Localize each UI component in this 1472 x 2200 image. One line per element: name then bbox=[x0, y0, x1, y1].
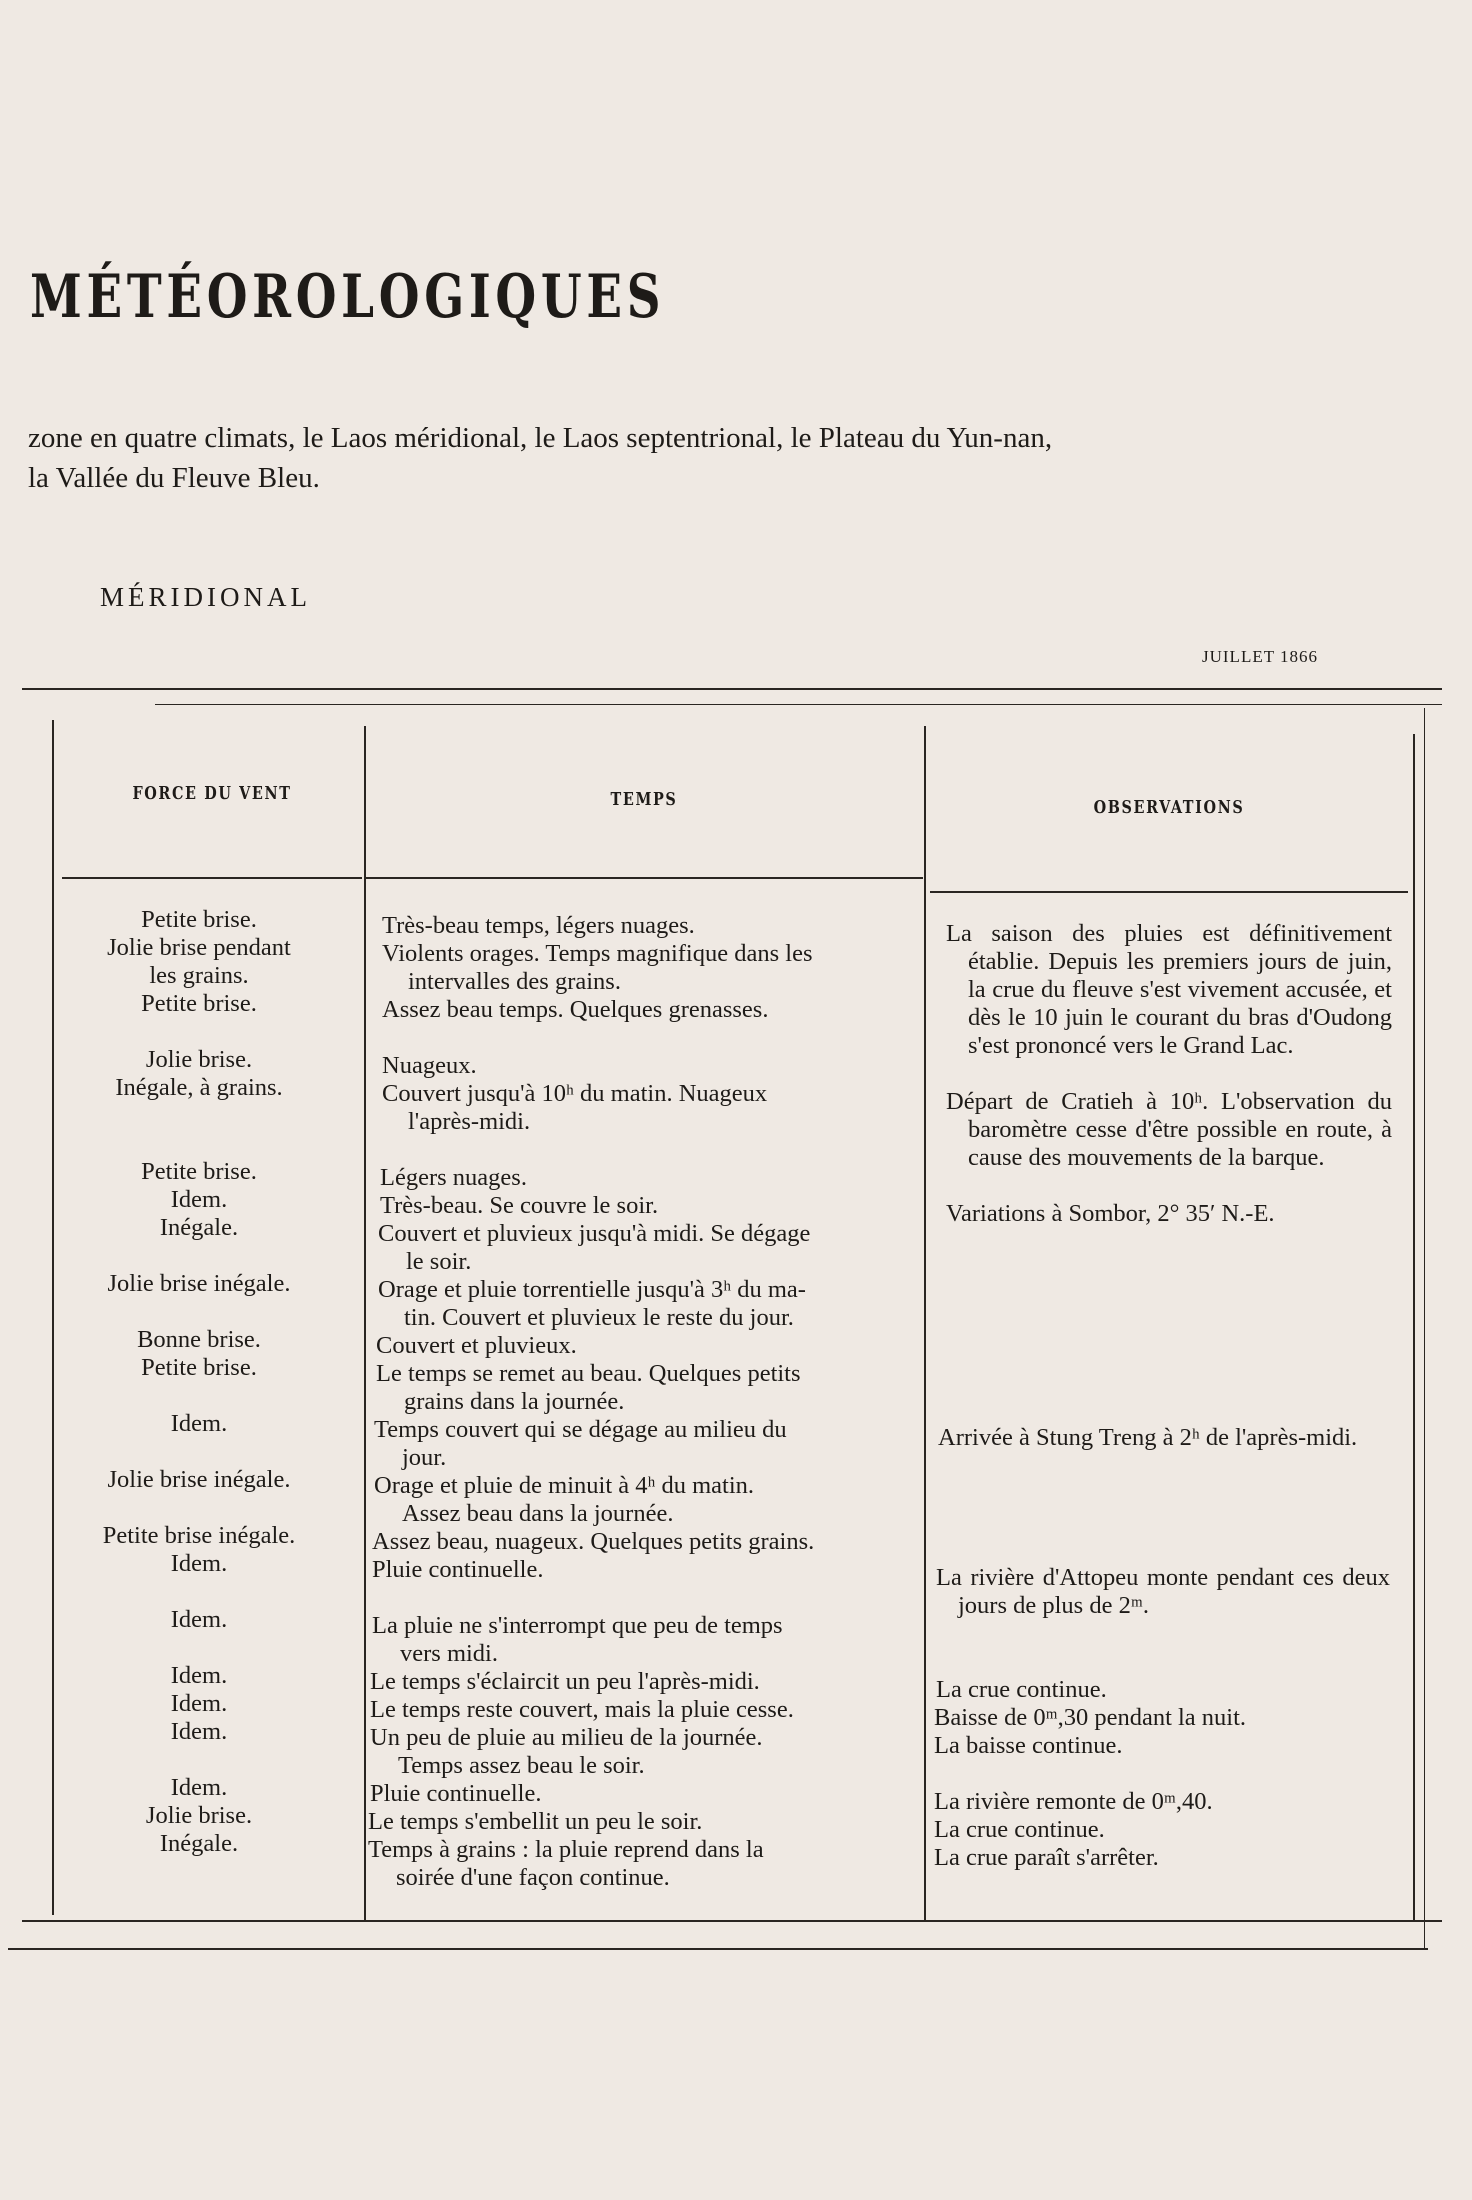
wind-cell: Petite brise. bbox=[141, 1158, 257, 1185]
wind-cell: Petite brise. bbox=[141, 906, 257, 933]
wind-cell: Idem. bbox=[170, 1662, 228, 1689]
weather-cell: Temps à grains : la pluie reprend dans la bbox=[368, 1836, 764, 1863]
page-title: MÉTÉOROLOGIQUES bbox=[30, 262, 666, 332]
wind-cell: Bonne brise. bbox=[137, 1326, 261, 1353]
weather-cell: Un peu de pluie au milieu de la journée. bbox=[370, 1724, 763, 1751]
intro-line-1: zone en quatre climats, le Laos méridional, le Laos septentrional, le Plateau du Yun-nan, bbox=[28, 422, 1053, 454]
observation-cell: La rivière remonte de 0ᵐ,40. bbox=[934, 1788, 1213, 1815]
wind-cell: Inégale. bbox=[159, 1830, 239, 1857]
weather-cell: Violents orages. Temps magnifique dans les bbox=[382, 940, 813, 967]
wind-cell: Jolie brise. bbox=[145, 1802, 253, 1829]
observation-cell: La baisse continue. bbox=[934, 1732, 1123, 1759]
weather-cell: Le temps s'embellit un peu le soir. bbox=[368, 1808, 703, 1835]
wind-cell: Jolie brise inégale. bbox=[107, 1466, 291, 1493]
weather-cell: Couvert et pluvieux jusqu'à midi. Se dégage bbox=[378, 1220, 811, 1247]
observation-cell: La rivière d'Attopeu monte pendant ces deux jours de plus de 2ᵐ. bbox=[936, 1564, 1390, 1619]
header-observations: OBSERVATIONS bbox=[1093, 797, 1245, 818]
wind-cell: Idem. bbox=[170, 1718, 228, 1745]
weather-cell: Assez beau temps. Quelques grenasses. bbox=[382, 996, 769, 1023]
column-divider-2 bbox=[924, 726, 926, 1920]
table-top-rule bbox=[22, 688, 1442, 690]
weather-cell: tin. Couvert et pluvieux le reste du jour. bbox=[404, 1304, 794, 1331]
wind-cell: Idem. bbox=[170, 1774, 228, 1801]
weather-cell: vers midi. bbox=[400, 1640, 498, 1667]
weather-cell: Assez beau dans la journée. bbox=[402, 1500, 674, 1527]
weather-cell: Couvert et pluvieux. bbox=[376, 1332, 577, 1359]
wind-cell: Petite brise inégale. bbox=[102, 1522, 296, 1549]
weather-cell: jour. bbox=[402, 1444, 447, 1471]
weather-cell: Très-beau. Se couvre le soir. bbox=[380, 1192, 659, 1219]
wind-cell: Idem. bbox=[170, 1606, 228, 1633]
wind-cell: Idem. bbox=[170, 1550, 228, 1577]
month-label: JUILLET 1866 bbox=[1202, 647, 1319, 666]
column-divider-1 bbox=[364, 726, 366, 1920]
observation-cell: La crue paraît s'arrêter. bbox=[934, 1844, 1159, 1871]
header-weather: TEMPS bbox=[610, 789, 678, 810]
table-top-rule-inner bbox=[155, 704, 1442, 705]
wind-cell: Idem. bbox=[170, 1410, 228, 1437]
weather-cell: grains dans la journée. bbox=[404, 1388, 625, 1415]
weather-cell: Très-beau temps, légers nuages. bbox=[382, 912, 695, 939]
weather-cell: Couvert jusqu'à 10ʰ du matin. Nuageux bbox=[382, 1080, 768, 1107]
weather-cell: Nuageux. bbox=[382, 1052, 477, 1079]
table-bottom-rule-2 bbox=[8, 1948, 1428, 1950]
weather-cell: le soir. bbox=[406, 1248, 472, 1275]
observation-cell: La saison des pluies est définitivement établie. Depuis les premiers jours de juin, la crue du fleuve s'est vivement accusée, et dès le 10 juin le courant du bras d'Oudong s'est prononcé vers le Grand Lac. bbox=[946, 920, 1392, 1059]
wind-cell: les grains. bbox=[149, 962, 249, 989]
page-right-border bbox=[1424, 708, 1425, 1948]
wind-cell: Jolie brise pendant bbox=[107, 934, 291, 961]
weather-cell: Orage et pluie de minuit à 4ʰ du matin. bbox=[374, 1472, 755, 1499]
header-wind: FORCE DU VENT bbox=[132, 783, 292, 804]
weather-cell: Pluie continuelle. bbox=[370, 1780, 542, 1807]
table-right-border bbox=[1413, 734, 1415, 1920]
weather-cell: l'après-midi. bbox=[408, 1108, 531, 1135]
weather-cell: Temps couvert qui se dégage au milieu du bbox=[374, 1416, 787, 1443]
wind-cell: Idem. bbox=[170, 1690, 228, 1717]
weather-cell: soirée d'une façon continue. bbox=[396, 1864, 670, 1891]
weather-cell: Pluie continuelle. bbox=[372, 1556, 544, 1583]
weather-cell: Orage et pluie torrentielle jusqu'à 3ʰ du ma- bbox=[378, 1276, 806, 1303]
weather-cell: Le temps se remet au beau. Quelques petits bbox=[376, 1360, 801, 1387]
weather-cell: Assez beau, nuageux. Quelques petits grains. bbox=[372, 1528, 815, 1555]
table-bottom-rule bbox=[22, 1920, 1442, 1922]
weather-cell: intervalles des grains. bbox=[408, 968, 621, 995]
wind-cell: Petite brise. bbox=[141, 990, 257, 1017]
wind-cell: Inégale. bbox=[159, 1214, 239, 1241]
weather-cell: Temps assez beau le soir. bbox=[398, 1752, 645, 1779]
weather-cell: La pluie ne s'interrompt que peu de temps bbox=[372, 1612, 783, 1639]
intro-line-2: la Vallée du Fleuve Bleu. bbox=[28, 462, 320, 494]
header-rule-observations bbox=[930, 891, 1408, 893]
intro-text bbox=[28, 418, 1368, 498]
wind-cell: Jolie brise inégale. bbox=[107, 1270, 291, 1297]
region-heading: MÉRIDIONAL bbox=[100, 582, 311, 612]
observation-cell: La crue continue. bbox=[936, 1676, 1107, 1703]
wind-cell: Inégale, à grains. bbox=[115, 1074, 283, 1101]
wind-cell: Idem. bbox=[170, 1186, 228, 1213]
wind-cell: Jolie brise. bbox=[145, 1046, 253, 1073]
header-rule-wind bbox=[62, 877, 362, 879]
observation-cell: Arrivée à Stung Treng à 2ʰ de l'après-midi. bbox=[938, 1424, 1358, 1451]
weather-cell: Légers nuages. bbox=[380, 1164, 527, 1191]
observation-cell: Baisse de 0ᵐ,30 pendant la nuit. bbox=[934, 1704, 1247, 1731]
wind-cell: Petite brise. bbox=[141, 1354, 257, 1381]
observation-cell: Départ de Cratieh à 10ʰ. L'observation du baromètre cesse d'être possible en route, à cause des mouvements de la barque. bbox=[946, 1088, 1392, 1171]
weather-cell: Le temps reste couvert, mais la pluie cesse. bbox=[370, 1696, 794, 1723]
weather-cell: Le temps s'éclaircit un peu l'après-midi. bbox=[370, 1668, 760, 1695]
header-rule-weather bbox=[365, 877, 923, 879]
observation-cell: La crue continue. bbox=[934, 1816, 1105, 1843]
observation-cell: Variations à Sombor, 2° 35′ N.-E. bbox=[946, 1200, 1275, 1227]
